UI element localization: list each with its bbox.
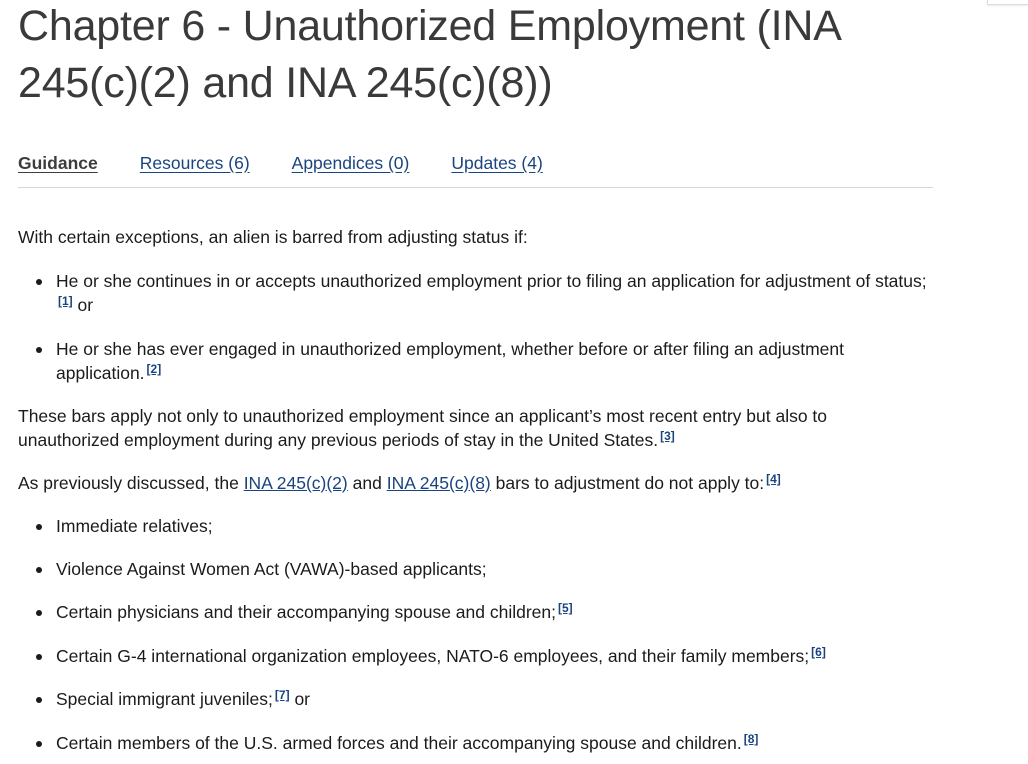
page-title: Chapter 6 - Unauthorized Employment (INA 245(c)(2) and INA 245(c)(8))	[18, 2, 840, 107]
exceptions-intro-and: and	[352, 473, 382, 493]
list-item-text: Violence Against Women Act (VAWA)-based applicants;	[56, 559, 487, 579]
footnote-link-8[interactable]: [8]	[743, 732, 759, 746]
article-content	[18, 225, 928, 755]
bars-scope-paragraph	[18, 404, 928, 452]
list-item	[18, 557, 928, 581]
footnote-link-1[interactable]: [1]	[58, 294, 73, 308]
tab-guidance[interactable]: Guidance	[18, 153, 98, 173]
list-item-text: Immediate relatives;	[56, 516, 213, 536]
footnote-link-5[interactable]: [5]	[558, 601, 573, 615]
ina-245c2-link[interactable]: INA 245(c)(2)	[243, 473, 348, 493]
footnote-link-4[interactable]: [4]	[766, 472, 781, 486]
footnote-link-6[interactable]: [6]	[811, 645, 826, 659]
list-item	[18, 731, 928, 755]
tab-updates[interactable]: Updates (4)	[451, 153, 543, 173]
list-item-text: Certain members of the U.S. armed forces and their accompanying spouse and children.	[56, 733, 742, 753]
list-item-text: Certain G-4 international organization employees, NATO-6 employees, and their family members;	[56, 646, 810, 666]
list-item	[18, 514, 928, 538]
list-item-text: Special immigrant juveniles;	[56, 689, 273, 709]
intro-paragraph: With certain exceptions, an alien is barred from adjusting status if:	[18, 227, 528, 247]
list-item-text: Certain physicians and their accompanying spouse and children;	[56, 602, 557, 622]
tab-bar	[18, 150, 933, 188]
footnote-link-2[interactable]: [2]	[146, 362, 162, 376]
list-item	[18, 687, 928, 711]
list-item	[18, 269, 928, 317]
bars-list	[18, 269, 928, 385]
tab-resources[interactable]: Resources (6)	[139, 153, 250, 173]
exceptions-intro-text: As previously discussed, the	[18, 473, 239, 493]
ina-245c8-link[interactable]: INA 245(c)(8)	[386, 473, 491, 493]
list-item-text: He or she continues in or accepts unauthorized employment prior to filing an application for adjustment of status;	[56, 271, 927, 291]
tab-appendices[interactable]: Appendices (0)	[291, 153, 410, 173]
footnote-link-7[interactable]: [7]	[274, 688, 290, 702]
list-item-suffix: or	[77, 295, 94, 315]
bars-scope-text: These bars apply not only to unauthorized employment since an applicant’s most recent entry but also to unauthorized employment during any previous periods of stay in the United States.	[18, 406, 828, 450]
list-item	[18, 644, 928, 668]
list-item	[18, 600, 928, 624]
list-item-suffix: or	[294, 689, 311, 709]
top-corner-widget	[987, 0, 1028, 5]
exceptions-list	[18, 514, 928, 755]
list-item-text: He or she has ever engaged in unauthorized employment, whether before or after filing an adjustment application.	[56, 339, 844, 383]
list-item	[18, 337, 928, 385]
exceptions-intro-tail: bars to adjustment do not apply to:	[495, 473, 765, 493]
footnote-link-3[interactable]: [3]	[660, 429, 675, 443]
exceptions-intro-paragraph	[18, 471, 928, 495]
